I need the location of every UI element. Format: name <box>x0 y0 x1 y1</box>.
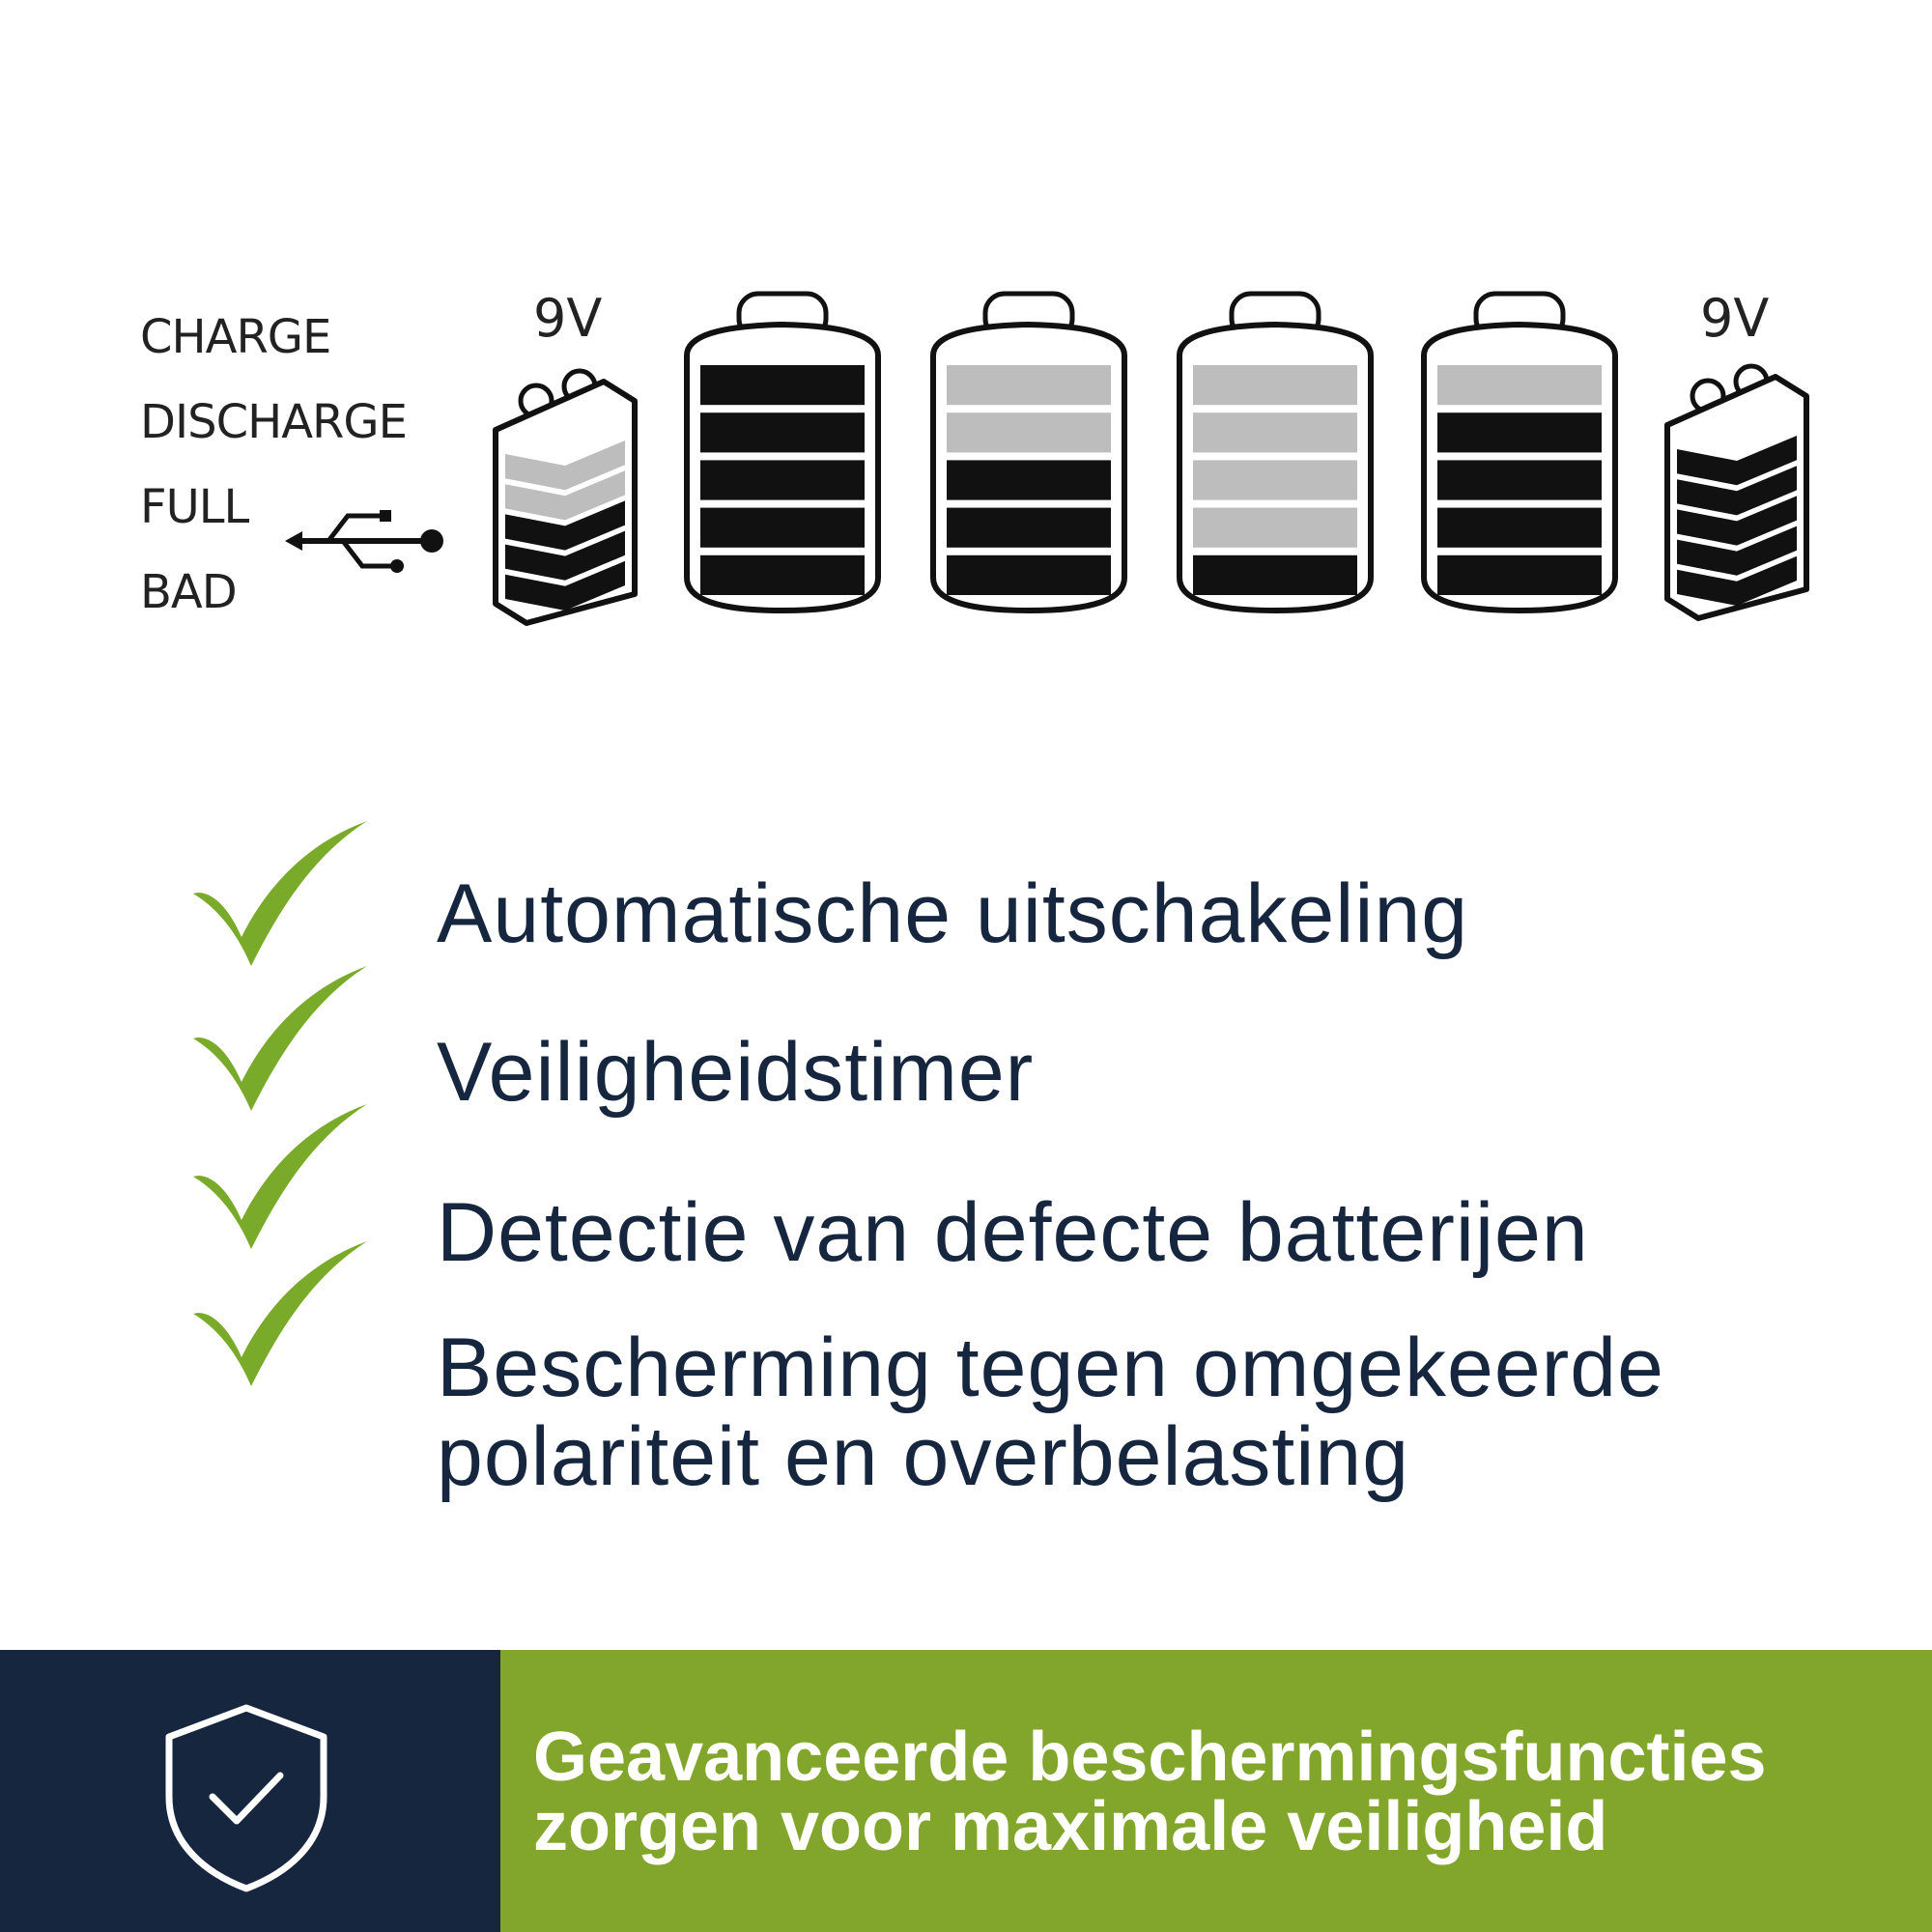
feature-text: Automatische uitschakeling <box>437 867 1469 960</box>
feature-item <box>437 1188 1589 1277</box>
feature-item <box>437 1323 1664 1501</box>
feature-item <box>437 869 1468 958</box>
voltage-label-right: 9V <box>1700 288 1770 349</box>
feature-text-line-1: Bescherming tegen omgekeerde <box>437 1321 1664 1414</box>
battery-segment <box>1437 508 1602 548</box>
feature-text-line-2: polariteit en overbelasting <box>437 1410 1410 1503</box>
mode-label-charge: CHARGE <box>140 310 331 364</box>
battery-segment <box>700 412 865 452</box>
shield-check-icon <box>159 1700 333 1893</box>
checkmark-icon <box>188 1241 372 1396</box>
battery-segment <box>700 508 865 548</box>
battery-segment <box>700 460 865 499</box>
battery-segment <box>947 460 1111 499</box>
battery-segment <box>1437 460 1602 499</box>
battery-segment <box>1437 412 1602 452</box>
battery-cell-icon <box>681 288 884 616</box>
usb-icon <box>285 502 449 580</box>
battery-segment <box>947 555 1111 595</box>
feature-item <box>437 1028 1034 1117</box>
battery-segment <box>1193 508 1357 548</box>
battery-segment <box>1437 555 1602 595</box>
voltage-label-left: 9V <box>533 288 603 349</box>
checkmark-icon <box>188 966 372 1121</box>
battery-cell-icon <box>1174 288 1377 616</box>
battery-9v-icon <box>1660 357 1814 623</box>
battery-segment <box>700 365 865 405</box>
battery-segment <box>1193 555 1357 595</box>
battery-9v-icon <box>488 362 642 628</box>
mode-label-discharge: DISCHARGE <box>140 395 407 449</box>
battery-segment <box>1193 412 1357 452</box>
footer-tagline-line-1: Geavanceerde beschermingsfuncties <box>533 1719 1767 1796</box>
checkmark-icon <box>188 821 372 976</box>
battery-segment <box>947 508 1111 548</box>
mode-label-full: FULL <box>140 480 249 534</box>
mode-label-bad: BAD <box>140 565 237 619</box>
footer-tagline <box>533 1719 1915 1865</box>
battery-cell-icon <box>927 288 1130 616</box>
footer-tagline-line-2: zorgen voor maximale veiligheid <box>533 1788 1608 1865</box>
feature-text: Veiligheidstimer <box>437 1026 1035 1119</box>
battery-segment <box>1437 365 1602 405</box>
battery-segment <box>947 365 1111 405</box>
battery-segment <box>1193 365 1357 405</box>
battery-segment <box>1193 460 1357 499</box>
battery-cell-icon <box>1418 288 1621 616</box>
feature-text: Detectie van defecte batterijen <box>437 1186 1589 1279</box>
checkmark-icon <box>188 1104 372 1259</box>
mode-labels <box>140 295 407 635</box>
battery-segment <box>947 412 1111 452</box>
battery-segment <box>700 555 865 595</box>
